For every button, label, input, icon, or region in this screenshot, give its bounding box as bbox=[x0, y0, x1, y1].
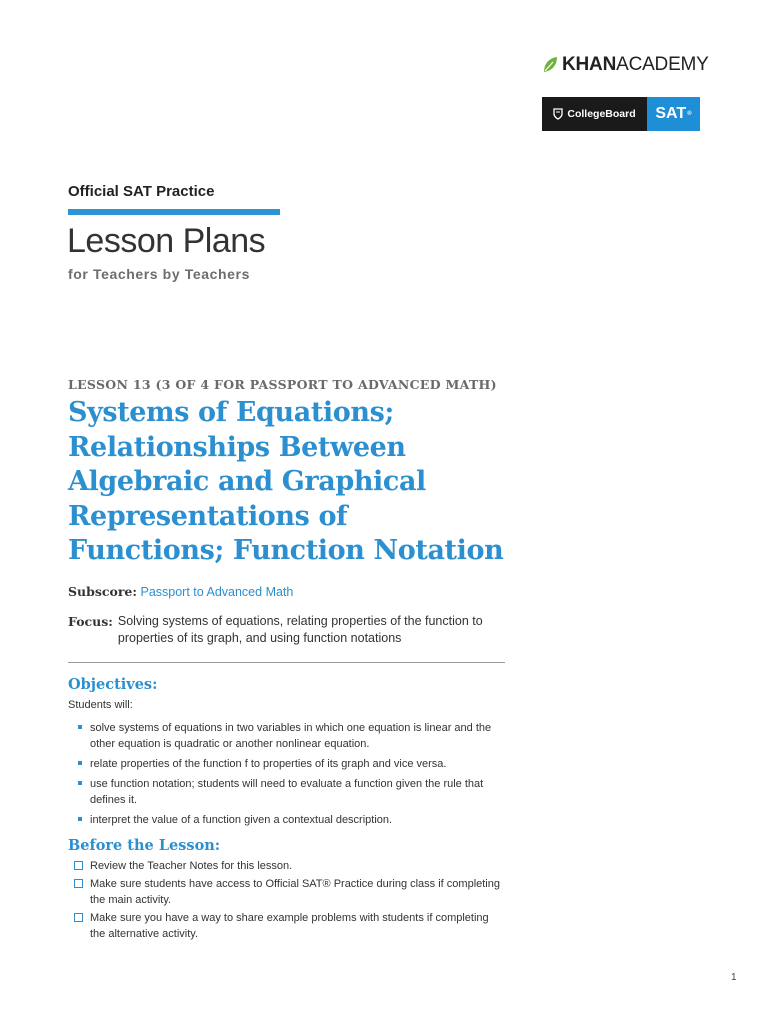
checklist-text: Review the Teacher Notes for this lesson. bbox=[90, 860, 293, 872]
divider bbox=[68, 662, 505, 663]
lesson-title-line: Systems of Equations; bbox=[68, 397, 394, 428]
collegeboard-sat-logo bbox=[542, 97, 700, 131]
subscore-value: Passport to Advanced Math bbox=[140, 585, 294, 599]
leaf-icon bbox=[542, 56, 558, 74]
objectives-list bbox=[78, 720, 508, 832]
lesson-title-line: Relationships Between bbox=[68, 431, 406, 463]
objectives-intro: Students will: bbox=[68, 699, 133, 711]
official-sat-practice-kicker: Official SAT Practice bbox=[68, 183, 215, 200]
lesson-title bbox=[68, 396, 538, 569]
blue-rule bbox=[68, 209, 280, 215]
lesson-title-line: Algebraic and Graphical bbox=[68, 466, 426, 497]
list-item bbox=[74, 876, 504, 908]
before-lesson-heading: Before the Lesson: bbox=[68, 837, 221, 854]
document-title: Lesson Plans bbox=[67, 222, 266, 260]
objective-text: relate properties of the function f to properties of its graph and vice versa. bbox=[90, 758, 447, 770]
list-item bbox=[78, 756, 508, 772]
list-item bbox=[74, 858, 504, 874]
bullet-icon bbox=[78, 817, 82, 821]
subscore-label: Subscore: bbox=[68, 584, 137, 599]
bullet-icon bbox=[78, 781, 82, 785]
objective-text: solve systems of equations in two variables in which one equation is linear and the other equation is quadratic or another nonlinear equation. bbox=[90, 722, 492, 750]
khan-wordmark-rest: ACADEMY bbox=[616, 54, 709, 75]
objective-text: interpret the value of a function given a contextual description. bbox=[90, 814, 393, 826]
list-item bbox=[78, 812, 508, 828]
lesson-title-line: Functions; Function Notation bbox=[68, 535, 504, 566]
before-lesson-list bbox=[74, 858, 504, 944]
sat-wordmark: SAT bbox=[655, 105, 687, 122]
lesson-label: LESSON 13 (3 OF 4 FOR PASSPORT TO ADVANCED MATH) bbox=[68, 377, 497, 392]
bullet-icon bbox=[78, 725, 82, 729]
focus bbox=[68, 613, 508, 647]
list-item bbox=[78, 720, 508, 752]
checkbox-icon bbox=[74, 879, 83, 888]
lesson-title-line: Representations of bbox=[68, 500, 348, 532]
page-number: 1 bbox=[731, 972, 737, 983]
collegeboard-logo bbox=[542, 97, 647, 131]
checkbox-icon bbox=[74, 861, 83, 870]
checkbox-icon bbox=[74, 913, 83, 922]
focus-label: Focus: bbox=[68, 614, 113, 629]
khan-academy-logo bbox=[542, 54, 709, 76]
acorn-icon bbox=[553, 108, 563, 120]
checklist-text: Make sure you have a way to share example problems with students if completing the alternative activity. bbox=[90, 912, 489, 940]
checklist-text: Make sure students have access to Official SAT® Practice during class if completing the main activity. bbox=[90, 878, 500, 906]
sat-logo bbox=[647, 97, 700, 131]
list-item bbox=[78, 776, 508, 808]
khan-wordmark-bold: KHAN bbox=[562, 54, 617, 75]
objective-text: use function notation; students will need to evaluate a function given the rule that defines it. bbox=[90, 778, 484, 806]
collegeboard-wordmark: CollegeBoard bbox=[567, 108, 636, 120]
subscore bbox=[68, 584, 293, 599]
objectives-heading: Objectives: bbox=[68, 676, 158, 693]
focus-text: Solving systems of equations, relating properties of the function to properties of its graph, and using function notations bbox=[117, 614, 483, 645]
bullet-icon bbox=[78, 761, 82, 765]
registered-mark: ® bbox=[687, 111, 692, 117]
list-item bbox=[74, 910, 504, 942]
document-subtitle: for Teachers by Teachers bbox=[68, 266, 250, 282]
